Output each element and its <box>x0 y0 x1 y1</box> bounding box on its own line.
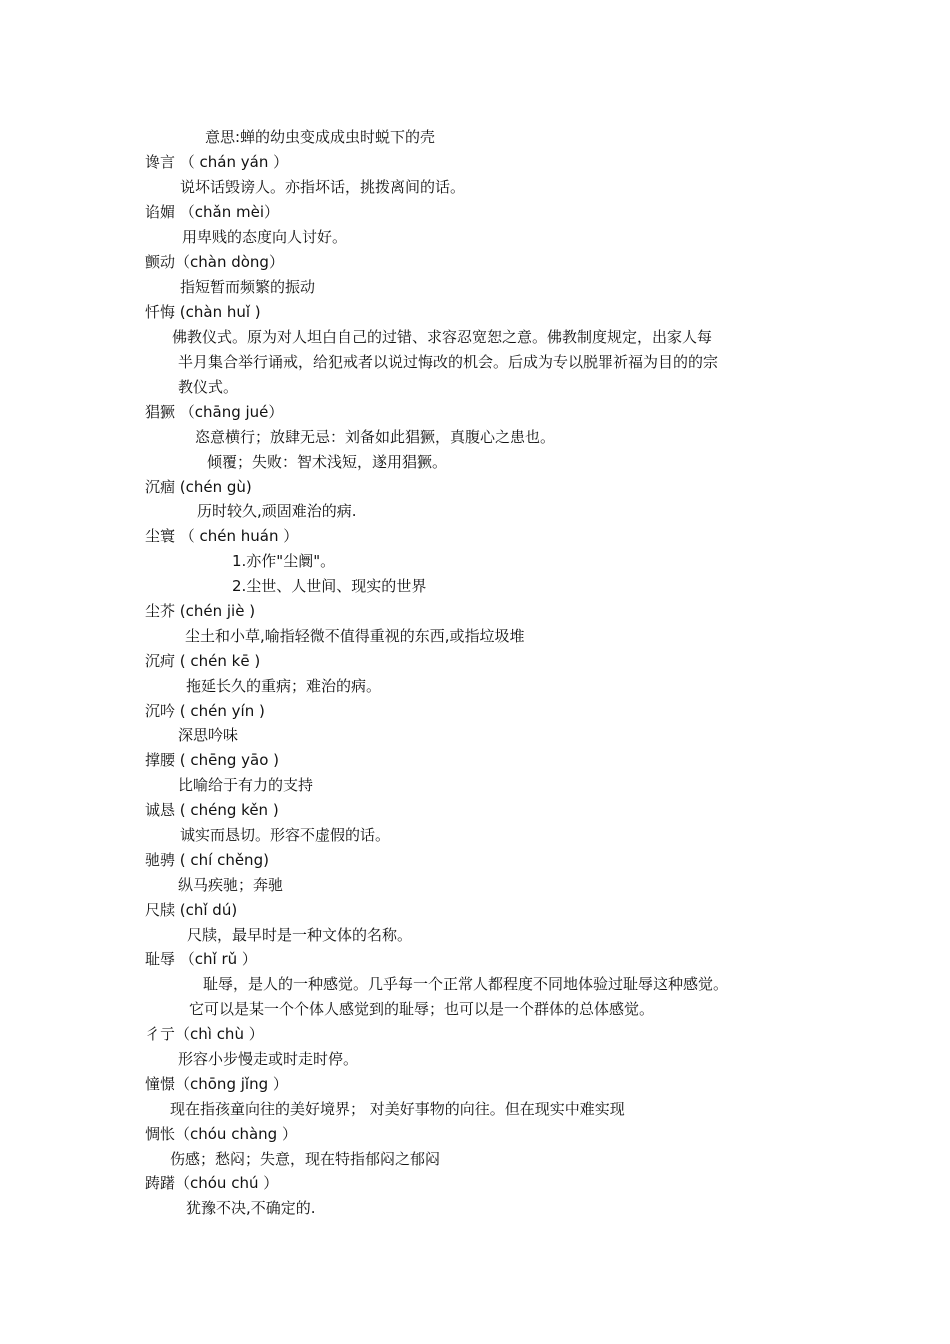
definition-line: 教仪式。 <box>178 378 239 396</box>
definition-line: 伤感；愁闷；失意，现在特指郁闷之郁闷 <box>170 1150 441 1168</box>
term-heading: 猖獗 （chāng jué） <box>145 403 284 421</box>
definition-line: 说坏话毁谤人。亦指坏话，挑拨离间的话。 <box>180 178 466 196</box>
term-heading: 沉痼 (chén gù) <box>145 478 252 496</box>
term-heading: 尘芥 (chén jiè ) <box>145 602 256 620</box>
definition-line: 意思:蝉的幼虫变成成虫时蜕下的壳 <box>205 128 436 146</box>
definition-line: 用卑贱的态度向人讨好。 <box>182 228 348 246</box>
definition-line: 深思吟味 <box>178 726 239 744</box>
definition-line: 半月集合举行诵戒，给犯戒者以说过悔改的机会。后成为专以脱罪祈福为目的的宗 <box>178 353 719 371</box>
definition-line: 诚实而恳切。形容不虚假的话。 <box>180 826 391 844</box>
definition-line: 尺牍，最早时是一种文体的名称。 <box>187 926 413 944</box>
definition-line: 纵马疾驰；奔驰 <box>178 876 284 894</box>
term-heading: 沉吟 ( chén yín ) <box>145 702 265 720</box>
term-heading: 憧憬（chōng jǐng ） <box>145 1075 288 1093</box>
term-heading: 颤动（chàn dòng） <box>145 253 284 271</box>
term-heading: 彳亍（chì chù ） <box>145 1025 264 1043</box>
term-heading: 谗言 （ chán yán ） <box>145 153 289 171</box>
term-heading: 尘寰 （ chén huán ） <box>145 527 299 545</box>
definition-line: 比喻给于有力的支持 <box>178 776 314 794</box>
definition-line: 指短暂而频繁的振动 <box>180 278 316 296</box>
definition-line: 倾覆；失败：智术浅短，遂用猖獗。 <box>207 453 448 471</box>
definition-line: 佛教仪式。原为对人坦白自己的过错、求容忍宽恕之意。佛教制度规定，出家人每 <box>172 328 713 346</box>
definition-line: 犹豫不决,不确定的. <box>186 1199 316 1217</box>
definition-line: 现在指孩童向往的美好境界； 对美好事物的向往。但在现实中难实现 <box>170 1100 625 1118</box>
definition-line: 它可以是某一个个体人感觉到的耻辱；也可以是一个群体的总体感觉。 <box>189 1000 655 1018</box>
term-heading: 惆怅（chóu chàng ） <box>145 1125 297 1143</box>
term-heading: 诚恳 ( chéng kěn ) <box>145 801 279 819</box>
definition-line: 恣意横行；放肆无忌：刘备如此猖獗，真腹心之患也。 <box>195 428 556 446</box>
term-heading: 驰骋 ( chí chěng) <box>145 851 269 869</box>
term-heading: 谄媚 （chǎn mèi） <box>145 203 279 221</box>
definition-line: 历时较久,顽固难治的病. <box>197 502 357 520</box>
definition-line: 2.尘世、人世间、现实的世界 <box>232 577 427 595</box>
definition-line: 形容小步慢走或时走时停。 <box>178 1050 359 1068</box>
definition-line: 拖延长久的重病；难治的病。 <box>186 677 382 695</box>
term-heading: 尺牍 (chǐ dú) <box>145 901 238 919</box>
term-heading: 耻辱 （chǐ rǔ ） <box>145 950 257 968</box>
term-heading: 沉疴 ( chén kē ) <box>145 652 261 670</box>
definition-line: 尘土和小草,喻指轻微不值得重视的东西,或指垃圾堆 <box>185 627 525 645</box>
term-heading: 忏悔 (chàn huǐ ) <box>145 303 261 321</box>
term-heading: 踌躇（chóu chú ） <box>145 1174 279 1192</box>
definition-line: 1.亦作"尘阛"。 <box>232 552 336 570</box>
definition-line: 耻辱，是人的一种感觉。几乎每一个正常人都程度不同地体验过耻辱这种感觉。 <box>203 975 729 993</box>
term-heading: 撑腰 ( chēng yāo ) <box>145 751 280 769</box>
